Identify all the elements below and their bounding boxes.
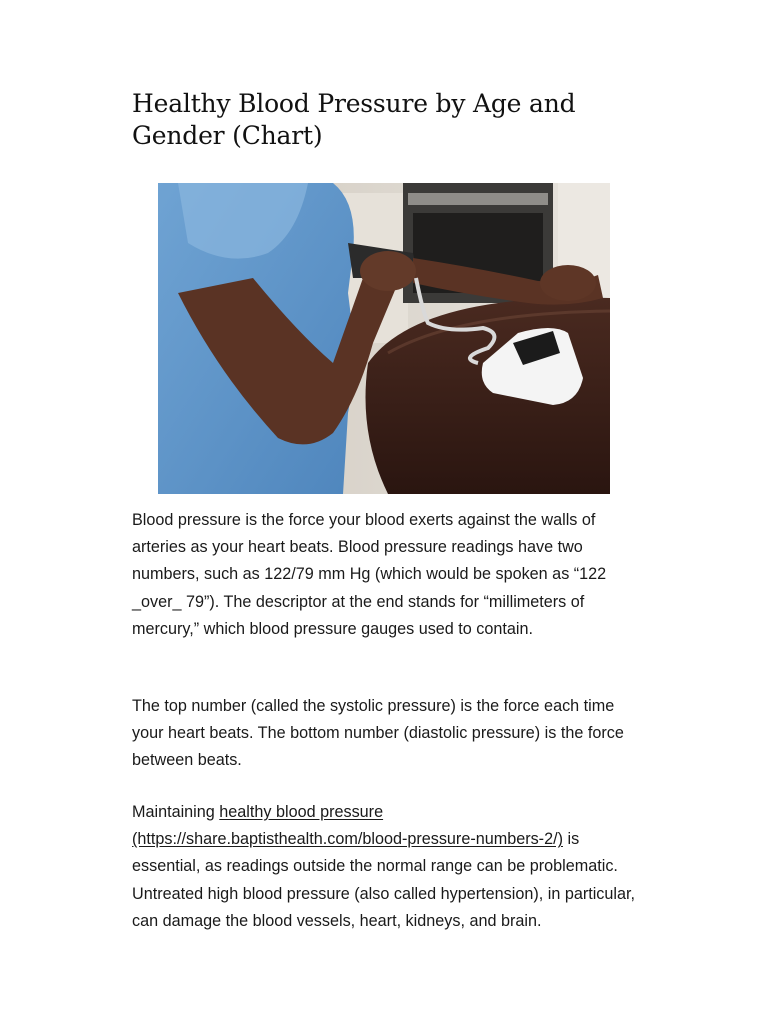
paragraph-definition: Blood pressure is the force your blood exerts against the walls of arteries as your heart beats. Blood pressure readings have two numbers, such as 122/79 mm Hg (which would be spoken as “122 _over_ 79”). The descriptor at the end stands for “millimeters of mercury,” which blood pressure gauges used to contain. [132, 511, 607, 638]
hero-image-illustration [158, 183, 610, 494]
healthy-blood-pressure-link[interactable]: healthy blood pressure [219, 803, 384, 821]
page-title: Healthy Blood Pressure by Age and Gender (Chart) [132, 89, 576, 150]
paragraph-healthy-bp [132, 799, 642, 935]
hero-image [158, 183, 610, 494]
healthy-blood-pressure-url-link[interactable]: (https://share.baptisthealth.com/blood-pressure-numbers-2/) [132, 830, 563, 849]
paragraph-systolic-diastolic: The top number (called the systolic pressure) is the force each time your heart beats. The bottom number (diastolic pressure) is the force between beats. [132, 697, 624, 770]
paragraph-text-before-link: Maintaining [132, 803, 220, 821]
paragraph-text-after-link: is essential, as readings outside the normal range can be problematic. Untreated high blood pressure (also called hypertension), in particular, can damage the blood vessels, heart, kidneys, and brain. [132, 830, 635, 930]
